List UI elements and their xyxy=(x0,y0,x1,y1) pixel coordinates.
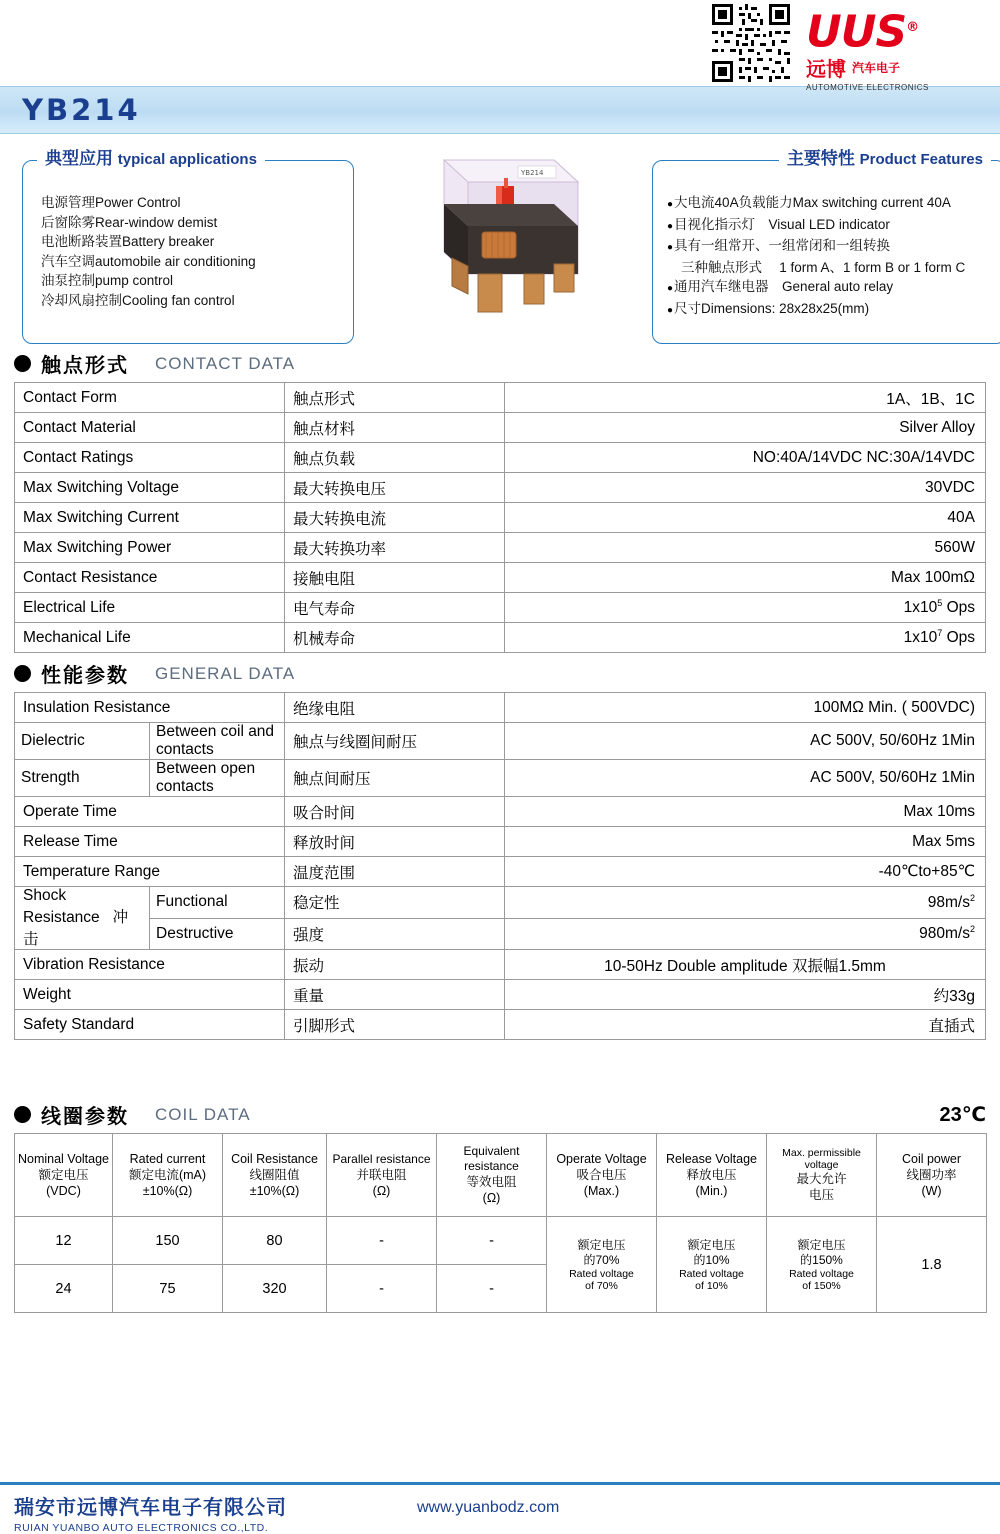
contact-data-heading: 触点形式 CONTACT DATA xyxy=(14,349,1000,378)
logo-cn-sub: 汽车电子 xyxy=(852,60,901,75)
model-title-bar xyxy=(0,86,1000,134)
max-voltage-cell: 额定电压 的150% Rated voltage of 150% xyxy=(767,1217,877,1313)
features-title: 主要特性 Product Features xyxy=(779,144,991,169)
table-row: Contact Form 触点形式 1A、1B、1C xyxy=(15,383,986,413)
column-header: Operate Voltage 吸合电压 (Max.) xyxy=(547,1134,657,1217)
table-row: Temperature Range 温度范围 -40℃to+85℃ xyxy=(15,857,986,887)
qr-code-icon xyxy=(712,4,790,82)
bullet-dot-icon xyxy=(14,665,31,682)
company-name-en: RUIAN YUANBO AUTO ELECTRONICS CO.,LTD. xyxy=(14,1522,269,1534)
logo-text: UUS xyxy=(806,6,907,58)
brand-logo xyxy=(806,6,992,92)
page-title: YB214 xyxy=(22,93,141,127)
table-row: 12 150 80 - - 额定电压 的70% Rated voltage of 70% 额定电压 的10% Rated voltage of 10% 额定电压 的150% Rated voltage of 150% 1.8 xyxy=(15,1217,987,1265)
list-item: 电源管理Power Control xyxy=(41,195,181,210)
column-header: Equivalent resistance 等效电阻 (Ω) xyxy=(437,1134,547,1217)
table-row: Electrical Life 电气寿命 $1x10^5$ Ops xyxy=(15,593,986,623)
table-row: Contact Ratings 触点负载 NO:40A/14VDC NC:30A/14VDC xyxy=(15,443,986,473)
top-info-section xyxy=(0,134,1000,349)
table-row: Shock Resistance 冲击 Functional 稳定性 $98m/s^2$ xyxy=(15,887,986,919)
operate-voltage-cell: 额定电压 的70% Rated voltage of 70% xyxy=(547,1217,657,1313)
table-row: Max Switching Voltage 最大转换电压 30VDC xyxy=(15,473,986,503)
column-header: Rated current 额定电流(mA) ±10%(Ω) xyxy=(113,1134,223,1217)
table-row: Vibration Resistance 振动 10-50Hz Double amplitude 双振幅1.5mm xyxy=(15,950,986,980)
list-item: 三种触点形式 1 form A、1 form B or 1 form C xyxy=(681,259,966,275)
logo-cn: 远博 xyxy=(806,56,846,81)
table-row: Safety Standard 引脚形式 直插式 xyxy=(15,1010,986,1040)
list-item: 电池断路装置Battery breaker xyxy=(41,234,215,249)
table-row: Release Time 释放时间 Max 5ms xyxy=(15,827,986,857)
coil-test-temperature: 23℃ xyxy=(939,1104,986,1126)
registered-mark-icon: ® xyxy=(906,20,919,35)
release-voltage-cell: 额定电压 的10% Rated voltage of 10% xyxy=(657,1217,767,1313)
list-item: ●大电流40A负载能力Max switching current 40A xyxy=(667,195,951,210)
list-item: ●尺寸Dimensions: 28x28x25(mm) xyxy=(667,300,870,316)
footer-divider xyxy=(0,1482,1000,1485)
table-row: Max Switching Power 最大转换功率 560W xyxy=(15,533,986,563)
logo-en: AUTOMOTIVE ELECTRONICS xyxy=(806,82,929,92)
company-website[interactable]: www.yuanbodz.com xyxy=(417,1499,560,1516)
table-row: Operate Time 吸合时间 Max 10ms xyxy=(15,797,986,827)
column-header: Release Voltage 释放电压 (Min.) xyxy=(657,1134,767,1217)
contact-data-table xyxy=(14,382,986,653)
table-row: Max Switching Current 最大转换电流 40A xyxy=(15,503,986,533)
coil-data-heading: 线圈参数 COIL DATA 23℃ xyxy=(14,1100,1000,1129)
list-item: ●通用汽车继电器 General auto relay xyxy=(667,279,894,294)
list-item: 冷却风扇控制Cooling fan control xyxy=(41,292,235,308)
table-row: Destructive 强度 $980m/s^2$ xyxy=(15,918,986,950)
general-data-heading: 性能参数 GENERAL DATA xyxy=(14,659,1000,688)
svg-text:YB214: YB214 xyxy=(521,169,544,177)
list-item: 汽车空调automobile air conditioning xyxy=(41,253,256,269)
bullet-dot-icon xyxy=(14,1106,31,1123)
table-row: Contact Resistance 接触电阻 Max 100mΩ xyxy=(15,563,986,593)
company-name-cn: 瑞安市远博汽车电子有限公司 xyxy=(14,1497,287,1519)
coil-power-cell: 1.8 xyxy=(877,1217,987,1313)
column-header: Coil power 线圈功率 (W) xyxy=(877,1134,987,1217)
list-item: 油泵控制pump control xyxy=(41,273,174,288)
general-data-table xyxy=(14,692,986,1040)
table-row: Strength Between open contacts 触点间耐压 AC 500V, 50/60Hz 1Min xyxy=(15,760,986,797)
column-header: Max. permissible voltage 最大允许 电压 xyxy=(767,1134,877,1217)
applications-title: 典型应用 typical applications xyxy=(37,144,265,169)
coil-data-table xyxy=(14,1133,987,1313)
table-row: Contact Material 触点材料 Silver Alloy xyxy=(15,413,986,443)
column-header: Parallel resistance 并联电阻 (Ω) xyxy=(327,1134,437,1217)
table-header-row xyxy=(15,1134,987,1217)
table-row: Dielectric Between coil and contacts 触点与线圈间耐压 AC 500V, 50/60Hz 1Min xyxy=(15,723,986,760)
table-row: Weight 重量 约33g xyxy=(15,980,986,1010)
list-item: ●目视化指示灯 Visual LED indicator xyxy=(667,216,890,232)
page-header xyxy=(0,0,1000,92)
table-row: Insulation Resistance 绝缘电阻 100MΩ Min. ( 500VDC) xyxy=(15,693,986,723)
bullet-dot-icon xyxy=(14,355,31,372)
column-header: Coil Resistance 线圈阻值 ±10%(Ω) xyxy=(223,1134,327,1217)
list-item: 后窗除雾Rear-window demist xyxy=(41,214,218,230)
relay-product-photo xyxy=(378,142,618,342)
page-footer xyxy=(0,1482,1000,1534)
table-row: Mechanical Life 机械寿命 $1x10^7$ Ops xyxy=(15,623,986,653)
list-item: ●具有一组常开、一组常闭和一组转换 xyxy=(667,238,891,253)
typical-applications-panel xyxy=(22,149,354,344)
table-row: 24 75 320 - - xyxy=(15,1265,987,1313)
column-header: Nominal Voltage 额定电压 (VDC) xyxy=(15,1134,113,1217)
product-features-panel xyxy=(652,149,1000,344)
